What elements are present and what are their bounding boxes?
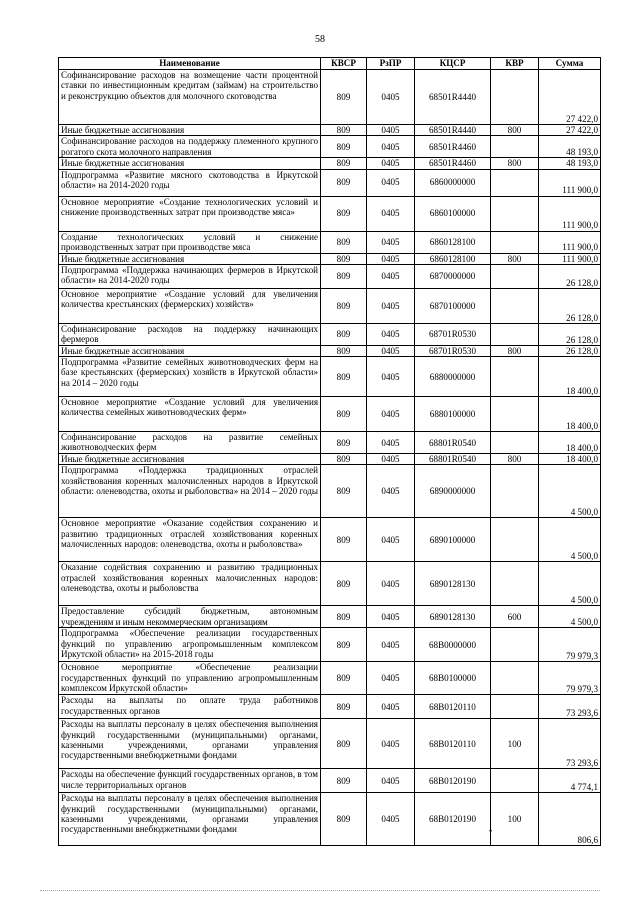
- row-rzpr: 0405: [367, 628, 415, 662]
- row-kvr: [491, 397, 539, 432]
- row-sum: 48 193,0: [539, 136, 601, 158]
- table-row: [59, 793, 601, 846]
- row-kvsr: 809: [321, 518, 367, 562]
- row-sum: 4 500,0: [539, 518, 601, 562]
- row-kvr: [491, 518, 539, 562]
- row-kvsr: 809: [321, 769, 367, 793]
- row-kvsr: 809: [321, 158, 367, 169]
- row-name: Основное мероприятие «Создание условий для увеличения количества семейных животноводческих ферм»: [59, 397, 321, 432]
- budget-table: [58, 57, 601, 846]
- row-sum: 48 193,0: [539, 158, 601, 169]
- row-kcsr: 6860128100: [415, 231, 491, 253]
- row-sum: 18 400,0: [539, 432, 601, 454]
- row-kvr: [491, 264, 539, 288]
- row-kcsr: 68801R0540: [415, 454, 491, 465]
- row-kcsr: 6860100000: [415, 196, 491, 231]
- row-kvr: 600: [491, 606, 539, 628]
- row-kcsr: 68801R0540: [415, 432, 491, 454]
- row-name: Софинансирование расходов на поддержку начинающих фермеров: [59, 323, 321, 345]
- row-sum: 27 422,0: [539, 70, 601, 125]
- row-kcsr: 68В0120190: [415, 793, 491, 846]
- row-kvsr: 809: [321, 562, 367, 606]
- row-name: Софинансирование расходов на возмещение части процентной ставки по инвестиционным кредитам (займам) на строительство и реконструкцию объектов для молочного скотоводства: [59, 70, 321, 125]
- row-sum: 26 128,0: [539, 323, 601, 345]
- table-row: [59, 288, 601, 323]
- table-row: [59, 432, 601, 454]
- row-kcsr: 68501R4440: [415, 70, 491, 125]
- row-sum: 4 500,0: [539, 465, 601, 518]
- table-row: [59, 397, 601, 432]
- row-name: Оказание содействия сохранению и развитию традиционных отраслей хозяйствования коренных малочисленных народов: оленеводства, охоты и рыболовства: [59, 562, 321, 606]
- table-row: [59, 70, 601, 125]
- row-kcsr: 68В0100000: [415, 662, 491, 695]
- row-rzpr: 0405: [367, 793, 415, 846]
- table-row: [59, 323, 601, 345]
- stray-mark: •: [489, 826, 493, 836]
- row-rzpr: 0405: [367, 432, 415, 454]
- row-kvr: [491, 662, 539, 695]
- row-name: Основное мероприятие «Оказание содействия сохранению и развитию традиционных отраслей хозяйствования коренных малочисленных народов: оленеводства, охоты и рыболовства»: [59, 518, 321, 562]
- row-name: Иные бюджетные ассигнования: [59, 454, 321, 465]
- row-name: Подпрограмма «Поддержка традиционных отраслей хозяйствования коренных малочисленных народов в Иркутской области: оленеводства, охоты и рыболовства» на 2014 – 2020 годы: [59, 465, 321, 518]
- row-kvr: 800: [491, 345, 539, 356]
- header-kvr: КВР: [491, 58, 539, 70]
- table-row: [59, 158, 601, 169]
- row-kcsr: 68701R0530: [415, 345, 491, 356]
- table-row: [59, 357, 601, 397]
- row-rzpr: 0405: [367, 606, 415, 628]
- row-sum: 18 400,0: [539, 397, 601, 432]
- table-row: [59, 196, 601, 231]
- row-sum: 4 500,0: [539, 606, 601, 628]
- row-name: Расходы на выплаты персоналу в целях обеспечения выполнения функций государственными (муниципальными) органами, казенными учреждениями, органами управления государственными внебюджетными фондами: [59, 719, 321, 769]
- row-kcsr: 6890128130: [415, 606, 491, 628]
- table-row: [59, 345, 601, 356]
- row-name: Расходы на выплаты по оплате труда работников государственных органов: [59, 695, 321, 719]
- row-kvsr: 809: [321, 628, 367, 662]
- header-rzpr: РзПР: [367, 58, 415, 70]
- row-sum: 806,6: [539, 793, 601, 846]
- row-name: Софинансирование расходов на развитие семейных животноводческих ферм: [59, 432, 321, 454]
- row-kvsr: 809: [321, 397, 367, 432]
- row-kcsr: 6860128100: [415, 253, 491, 264]
- row-kcsr: 68В0120110: [415, 695, 491, 719]
- row-name: Подпрограмма «Обеспечение реализации государственных функций по управлению агропромышленным комплексом Иркутской области» на 2015-2018 годы: [59, 628, 321, 662]
- table-row: [59, 465, 601, 518]
- table-header-row: [59, 58, 601, 70]
- row-kvr: [491, 695, 539, 719]
- row-kvsr: 809: [321, 196, 367, 231]
- header-sum: Сумма: [539, 58, 601, 70]
- row-name: Расходы на обеспечение функций государственных органов, в том числе территориальных органов: [59, 769, 321, 793]
- row-kvr: [491, 628, 539, 662]
- row-kvsr: 809: [321, 454, 367, 465]
- row-kcsr: 68701R0530: [415, 323, 491, 345]
- row-sum: 26 128,0: [539, 345, 601, 356]
- table-row: [59, 253, 601, 264]
- row-name: Иные бюджетные ассигнования: [59, 158, 321, 169]
- row-kvr: 800: [491, 454, 539, 465]
- row-name: Создание технологических условий и снижение производственных затрат при производстве мяса: [59, 231, 321, 253]
- header-name: Наименование: [59, 58, 321, 70]
- row-rzpr: 0405: [367, 562, 415, 606]
- row-kcsr: 68501R4440: [415, 125, 491, 136]
- table-row: [59, 719, 601, 769]
- table-row: [59, 518, 601, 562]
- row-kvsr: 809: [321, 719, 367, 769]
- row-rzpr: 0405: [367, 169, 415, 196]
- row-kcsr: 68В0000000: [415, 628, 491, 662]
- row-rzpr: 0405: [367, 769, 415, 793]
- row-kvsr: 809: [321, 253, 367, 264]
- row-kvsr: 809: [321, 136, 367, 158]
- row-kvsr: 809: [321, 323, 367, 345]
- row-name: Иные бюджетные ассигнования: [59, 345, 321, 356]
- row-kvsr: 809: [321, 695, 367, 719]
- table-row: [59, 662, 601, 695]
- row-rzpr: 0405: [367, 70, 415, 125]
- row-sum: 4 774,1: [539, 769, 601, 793]
- row-rzpr: 0405: [367, 695, 415, 719]
- row-kvr: 800: [491, 125, 539, 136]
- row-name: Софинансирование расходов на поддержку племенного крупного рогатого скота молочного направления: [59, 136, 321, 158]
- row-kcsr: 68В0120110: [415, 719, 491, 769]
- row-kvr: 100: [491, 793, 539, 846]
- row-sum: 26 128,0: [539, 288, 601, 323]
- header-kcsr: КЦСР: [415, 58, 491, 70]
- table-row: [59, 454, 601, 465]
- row-rzpr: 0405: [367, 253, 415, 264]
- table-row: [59, 169, 601, 196]
- row-kcsr: 6870000000: [415, 264, 491, 288]
- table-row: [59, 231, 601, 253]
- row-rzpr: 0405: [367, 357, 415, 397]
- row-kvr: 800: [491, 253, 539, 264]
- row-rzpr: 0405: [367, 518, 415, 562]
- row-sum: 111 900,0: [539, 169, 601, 196]
- table-body: [59, 70, 601, 846]
- table-row: [59, 695, 601, 719]
- row-sum: 111 900,0: [539, 196, 601, 231]
- row-name: Предоставление субсидий бюджетным, автономным учреждениям и иным некоммерческим организациям: [59, 606, 321, 628]
- row-kvsr: 809: [321, 793, 367, 846]
- row-kcsr: 68В0120190: [415, 769, 491, 793]
- row-kvr: [491, 357, 539, 397]
- row-kcsr: 6890128130: [415, 562, 491, 606]
- header-kvsr: КВСР: [321, 58, 367, 70]
- row-kvsr: 809: [321, 264, 367, 288]
- row-kvr: [491, 562, 539, 606]
- row-name: Иные бюджетные ассигнования: [59, 125, 321, 136]
- table-row: [59, 125, 601, 136]
- row-kvr: [491, 136, 539, 158]
- row-rzpr: 0405: [367, 231, 415, 253]
- row-name: Основное мероприятие «Обеспечение реализации государственных функций по управлению агропромышленным комплексом Иркутской области»: [59, 662, 321, 695]
- row-kcsr: 6860000000: [415, 169, 491, 196]
- row-sum: 79 979,3: [539, 628, 601, 662]
- row-rzpr: 0405: [367, 454, 415, 465]
- row-name: Основное мероприятие «Создание условий для увеличения количества крестьянских (фермерских) хозяйств»: [59, 288, 321, 323]
- row-kvsr: 809: [321, 432, 367, 454]
- row-sum: 73 293,6: [539, 695, 601, 719]
- row-kcsr: 6890100000: [415, 518, 491, 562]
- row-kvr: [491, 169, 539, 196]
- row-rzpr: 0405: [367, 136, 415, 158]
- table-row: [59, 136, 601, 158]
- scan-edge-artifact: [40, 890, 600, 892]
- page-number: 58: [315, 34, 325, 45]
- row-kvr: [491, 196, 539, 231]
- row-rzpr: 0405: [367, 323, 415, 345]
- table-row: [59, 628, 601, 662]
- row-rzpr: 0405: [367, 125, 415, 136]
- row-kvsr: 809: [321, 231, 367, 253]
- row-kvr: [491, 769, 539, 793]
- row-name: Иные бюджетные ассигнования: [59, 253, 321, 264]
- row-rzpr: 0405: [367, 158, 415, 169]
- row-kvr: [491, 432, 539, 454]
- table-row: [59, 264, 601, 288]
- row-name: Расходы на выплаты персоналу в целях обеспечения выполнения функций государственными (муниципальными) органами, казенными учреждениями, органами управления государственными внебюджетными фондами: [59, 793, 321, 846]
- row-sum: 111 900,0: [539, 253, 601, 264]
- row-rzpr: 0405: [367, 719, 415, 769]
- row-sum: 79 979,3: [539, 662, 601, 695]
- row-kvsr: 809: [321, 465, 367, 518]
- row-name: Подпрограмма «Поддержка начинающих фермеров в Иркутской области» на 2014-2020 годы: [59, 264, 321, 288]
- row-rzpr: 0405: [367, 196, 415, 231]
- row-kvr: 100: [491, 719, 539, 769]
- row-sum: 111 900,0: [539, 231, 601, 253]
- row-kvr: [491, 70, 539, 125]
- row-name: Подпрограмма «Развитие семейных животноводческих ферм на базе крестьянских (фермерских) хозяйств в Иркутской области» на 2014 – 2020 годы: [59, 357, 321, 397]
- row-kvsr: 809: [321, 169, 367, 196]
- row-rzpr: 0405: [367, 397, 415, 432]
- row-kvr: [491, 465, 539, 518]
- table-row: [59, 769, 601, 793]
- row-sum: 73 293,6: [539, 719, 601, 769]
- row-kcsr: 68501R4460: [415, 136, 491, 158]
- row-sum: 18 400,0: [539, 357, 601, 397]
- row-kvsr: 809: [321, 606, 367, 628]
- row-kvsr: 809: [321, 345, 367, 356]
- row-kvsr: 809: [321, 662, 367, 695]
- row-kvr: [491, 231, 539, 253]
- row-kvsr: 809: [321, 125, 367, 136]
- row-kvr: [491, 288, 539, 323]
- row-kcsr: 6870100000: [415, 288, 491, 323]
- row-kvsr: 809: [321, 357, 367, 397]
- row-kcsr: 68501R4460: [415, 158, 491, 169]
- row-kvsr: 809: [321, 288, 367, 323]
- row-rzpr: 0405: [367, 264, 415, 288]
- row-sum: 27 422,0: [539, 125, 601, 136]
- row-kcsr: 6890000000: [415, 465, 491, 518]
- row-rzpr: 0405: [367, 465, 415, 518]
- row-kvsr: 809: [321, 70, 367, 125]
- row-kvr: 800: [491, 158, 539, 169]
- table-row: [59, 562, 601, 606]
- row-sum: 18 400,0: [539, 454, 601, 465]
- row-rzpr: 0405: [367, 288, 415, 323]
- row-rzpr: 0405: [367, 345, 415, 356]
- row-kcsr: 6880100000: [415, 397, 491, 432]
- row-name: Подпрограмма «Развитие мясного скотоводства в Иркутской области» на 2014-2020 годы: [59, 169, 321, 196]
- table-row: [59, 606, 601, 628]
- row-kcsr: 6880000000: [415, 357, 491, 397]
- row-name: Основное мероприятие «Создание технологических условий и снижение производственных затрат при производстве мяса»: [59, 196, 321, 231]
- row-rzpr: 0405: [367, 662, 415, 695]
- row-sum: 26 128,0: [539, 264, 601, 288]
- row-kvr: [491, 323, 539, 345]
- row-sum: 4 500,0: [539, 562, 601, 606]
